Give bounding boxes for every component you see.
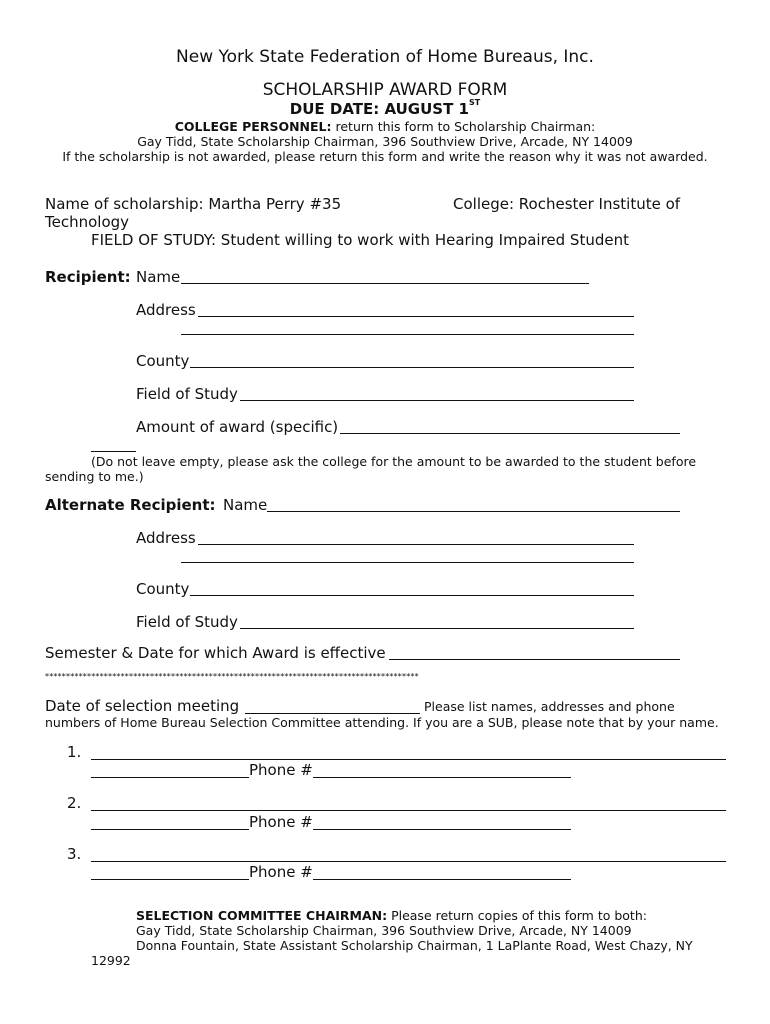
member-name-field[interactable] [91,861,726,862]
separator: ***************************************************************************************** [45,672,419,681]
recipient-address-field-2[interactable] [181,334,634,335]
member-address-field[interactable] [91,879,249,880]
member-phone-label: Phone # [249,813,313,831]
amount-note: (Do not leave empty, please ask the college for the amount to be awarded to the student before [91,454,697,469]
alternate-name-label: Name [223,496,268,514]
amount-note-cont: sending to me.) [45,469,144,484]
member-address-field[interactable] [91,777,249,778]
not-awarded-note: If the scholarship is not awarded, please return this form and write the reason why it was not awarded. [62,149,708,164]
member-name-field[interactable] [91,810,726,811]
member-phone-label: Phone # [249,863,313,881]
footer-address-3: 12992 [91,953,131,968]
college-personnel-text: return this form to Scholarship Chairman: [331,119,596,134]
recipient-county-field[interactable] [190,367,634,368]
footer-chairman-line [136,908,647,923]
member-number: 2. [67,794,82,812]
footer-address-2: Donna Fountain, State Assistant Scholarship Chairman, 1 LaPlante Road, West Chazy, NY [136,938,693,953]
member-number: 1. [67,743,82,761]
footer-address-1: Gay Tidd, State Scholarship Chairman, 396 Southview Drive, Arcade, NY 14009 [136,923,632,938]
due-date [0,100,770,118]
selection-instructions-cont: numbers of Home Bureau Selection Committee attending. If you are a SUB, please note that by your name. [45,715,719,730]
recipient-amount-label: Amount of award (specific) [136,418,339,436]
college-name: College: Rochester Institute of [453,195,681,213]
alternate-county-label: County [136,580,190,598]
recipient-amount-field-2[interactable] [91,451,136,452]
recipient-address-field[interactable] [198,316,634,317]
due-date-sup: ST [469,98,481,107]
due-date-text: DUE DATE: AUGUST 1 [289,100,469,118]
org-title: New York State Federation of Home Bureaus, Inc. [176,47,594,67]
alternate-address-field-2[interactable] [181,562,634,563]
alternate-heading: Alternate Recipient: [45,496,216,514]
member-name-field[interactable] [91,759,726,760]
alternate-field-input[interactable] [240,628,634,629]
member-address-field[interactable] [91,829,249,830]
recipient-county-label: County [136,352,190,370]
semester-label: Semester & Date for which Award is effective [45,644,386,662]
member-phone-field[interactable] [313,879,571,880]
member-phone-field[interactable] [313,829,571,830]
member-phone-field[interactable] [313,777,571,778]
recipient-address-label: Address [136,301,196,319]
college-personnel-label: COLLEGE PERSONNEL: [174,119,332,134]
recipient-heading: Recipient: [45,268,131,286]
scholarship-name: Name of scholarship: Martha Perry #35 [45,195,342,213]
recipient-amount-field[interactable] [340,433,680,434]
alternate-address-label: Address [136,529,196,547]
member-number: 3. [67,845,82,863]
college-personnel-line [0,119,770,134]
alternate-name-field[interactable] [267,511,680,512]
recipient-field-input[interactable] [240,400,634,401]
selection-date-field[interactable] [245,713,420,714]
semester-field[interactable] [389,659,680,660]
selection-date-label: Date of selection meeting [45,697,240,715]
recipient-name-field[interactable] [181,283,589,284]
selection-instructions: Please list names, addresses and phone [424,699,675,714]
footer-chairman-label: SELECTION COMMITTEE CHAIRMAN: [136,908,388,923]
recipient-name-label: Name [136,268,181,286]
form-title: SCHOLARSHIP AWARD FORM [262,80,508,100]
chairman-address: Gay Tidd, State Scholarship Chairman, 396 Southview Drive, Arcade, NY 14009 [137,134,633,149]
recipient-field-label: Field of Study [136,385,238,403]
college-name-cont: Technology [45,213,130,231]
alternate-address-field[interactable] [198,544,634,545]
field-of-study-line: FIELD OF STUDY: Student willing to work with Hearing Impaired Student [91,231,629,249]
member-phone-label: Phone # [249,761,313,779]
alternate-county-field[interactable] [190,595,634,596]
footer-chairman-text: Please return copies of this form to both: [387,908,647,923]
alternate-field-label: Field of Study [136,613,238,631]
